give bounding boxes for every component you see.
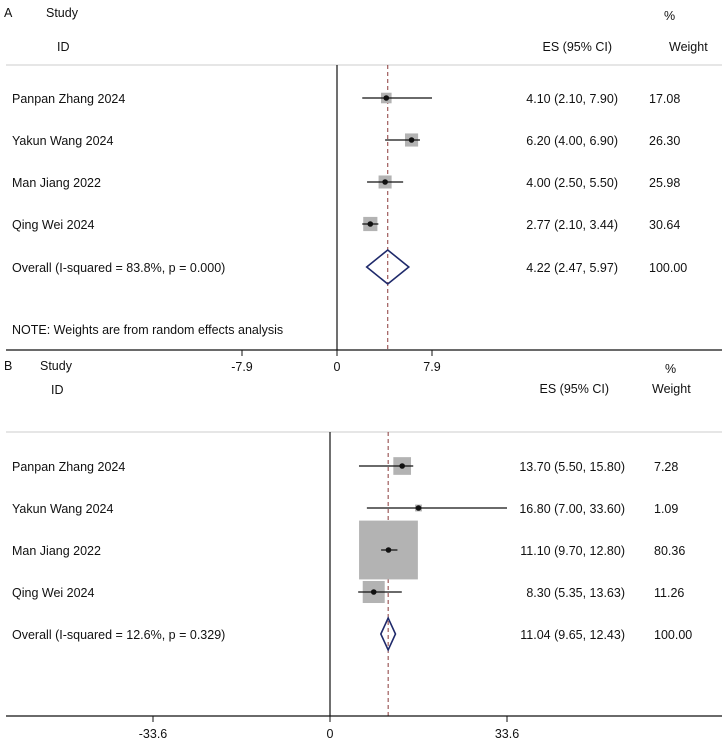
panel-b-header-id: ID bbox=[51, 383, 64, 397]
panel-a-study-1-weight: 17.08 bbox=[649, 92, 681, 106]
panel-a-overall-label: Overall (I-squared = 83.8%, p = 0.000) bbox=[12, 261, 226, 275]
panel-b-header-weight: Weight bbox=[652, 382, 691, 396]
panel-a-study-4-name: Qing Wei 2024 bbox=[12, 218, 95, 232]
panel-a-study-4-es-text: 2.77 (2.10, 3.44) bbox=[526, 218, 618, 232]
panel-b-study-1-name: Panpan Zhang 2024 bbox=[12, 460, 126, 474]
panel-b-study-1-weight: 7.28 bbox=[654, 460, 679, 474]
panel-b-overall-es-text: 11.04 (9.65, 12.43) bbox=[520, 628, 625, 642]
panel-b-study-3-weight: 80.36 bbox=[654, 544, 686, 558]
panel-a-study-2-weight: 26.30 bbox=[649, 134, 681, 148]
panel-a-overall-es-text: 4.22 (2.47, 5.97) bbox=[526, 261, 618, 275]
panel-a-study-3-es-text: 4.00 (2.50, 5.50) bbox=[526, 176, 618, 190]
panel-b-study-4-weight: 11.26 bbox=[654, 586, 685, 600]
panel-b-overall-label: Overall (I-squared = 12.6%, p = 0.329) bbox=[12, 628, 226, 642]
panel-b-study-3-point bbox=[386, 547, 392, 553]
panel-b-header-percent: % bbox=[665, 362, 677, 376]
panel-a-study-4-weight: 30.64 bbox=[649, 218, 681, 232]
panel-b-study-2-point bbox=[416, 505, 422, 511]
panel-a-study-1-es-text: 4.10 (2.10, 7.90) bbox=[526, 92, 618, 106]
panel-b-study-3-es-text: 11.10 (9.70, 12.80) bbox=[520, 544, 625, 558]
panel-a-study-3-point bbox=[382, 179, 388, 185]
panel-b-study-4-es-text: 8.30 (5.35, 13.63) bbox=[526, 586, 625, 600]
panel-a-overall-weight: 100.00 bbox=[649, 261, 688, 275]
panel-b-label: B bbox=[4, 359, 13, 373]
panel-b-tick-label-1: -33.6 bbox=[138, 727, 168, 741]
panel-a-study-2-es-text: 6.20 (4.00, 6.90) bbox=[526, 134, 618, 148]
panel-b-study-4-point bbox=[371, 589, 377, 595]
panel-a-header-id: ID bbox=[57, 40, 70, 54]
panel-a-note: NOTE: Weights are from random effects analysis bbox=[12, 323, 284, 337]
panel-a-tick-label-3: 7.9 bbox=[423, 360, 441, 374]
panel-a-header-study: Study bbox=[46, 6, 78, 20]
panel-a-tick-label-1: -7.9 bbox=[231, 360, 253, 374]
panel-b-study-1-es-text: 13.70 (5.50, 15.80) bbox=[519, 460, 625, 474]
panel-a-study-1-name: Panpan Zhang 2024 bbox=[12, 92, 126, 106]
panel-b-study-2-weight: 1.09 bbox=[654, 502, 679, 516]
panel-b-study-3-name: Man Jiang 2022 bbox=[12, 544, 101, 558]
panel-a-tick-label-2: 0 bbox=[333, 360, 341, 374]
panel-b-header-study: Study bbox=[40, 359, 72, 373]
panel-b-study-1-point bbox=[399, 463, 405, 469]
panel-b-header-es: ES (95% CI) bbox=[539, 382, 609, 396]
panel-a-study-3-weight: 25.98 bbox=[649, 176, 681, 190]
panel-a-study-2-name: Yakun Wang 2024 bbox=[12, 134, 114, 148]
panel-a-header-percent: % bbox=[664, 9, 676, 23]
panel-b-overall-weight: 100.00 bbox=[654, 628, 693, 642]
panel-a-header-es: ES (95% CI) bbox=[542, 40, 612, 54]
panel-b-study-4-name: Qing Wei 2024 bbox=[12, 586, 95, 600]
panel-b-study-2-name: Yakun Wang 2024 bbox=[12, 502, 114, 516]
panel-a-label: A bbox=[4, 6, 13, 20]
panel-b-tick-label-3: 33.6 bbox=[494, 727, 520, 741]
panel-a-study-2-point bbox=[409, 137, 415, 143]
panel-a-study-1-point bbox=[384, 95, 390, 101]
panel-a-header-weight: Weight bbox=[669, 40, 708, 54]
panel-a-study-3-name: Man Jiang 2022 bbox=[12, 176, 101, 190]
panel-b-tick-label-2: 0 bbox=[326, 727, 334, 741]
panel-a-study-4-point bbox=[368, 221, 374, 227]
panel-b-study-2-es-text: 16.80 (7.00, 33.60) bbox=[519, 502, 625, 516]
